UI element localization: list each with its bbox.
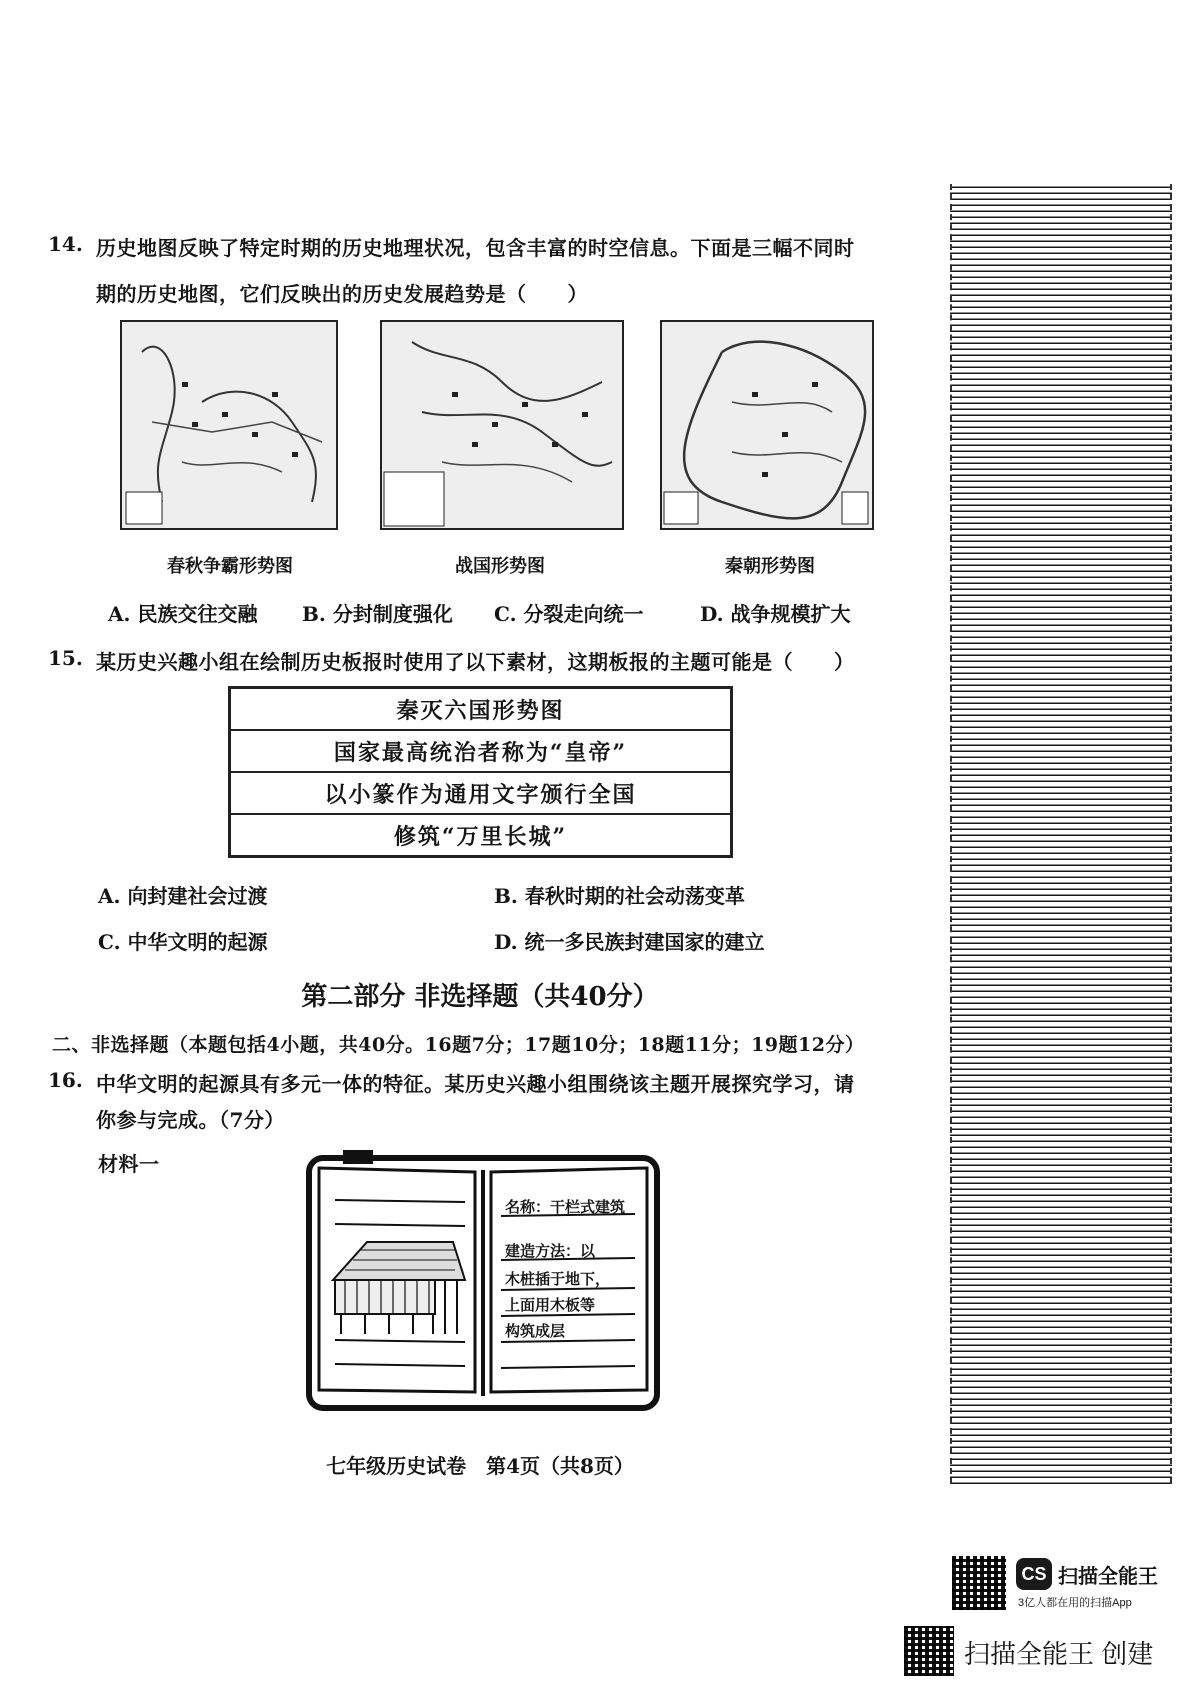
map-caption-2: 战国形势图 <box>455 556 545 577</box>
q15-number: 15. <box>48 646 83 670</box>
book-name-text: 名称：干栏式建筑 <box>505 1199 626 1216</box>
watermark-created: 扫描全能王 创建 <box>964 1639 1154 1669</box>
map-caption-1: 春秋争霸形势图 <box>167 556 293 577</box>
q14-option-a[interactable]: A. 民族交往交融 <box>108 602 258 626</box>
spring-autumn-map <box>120 320 338 530</box>
q14-option-b[interactable]: B. 分封制度强化 <box>302 602 453 626</box>
q15-option-d[interactable]: D. 统一多民族封建国家的建立 <box>494 930 765 954</box>
q14-option-d[interactable]: D. 战争规模扩大 <box>700 602 851 626</box>
qr-code-icon-small <box>904 1626 954 1676</box>
page-footer: 七年级历史试卷 第4页（共8页） <box>326 1454 634 1478</box>
q14-text-line2: 期的历史地图，它们反映出的历史发展趋势是（ ） <box>96 282 588 306</box>
poster-row: 国家最高统治者称为“皇帝” <box>230 730 732 772</box>
scan-edge-pattern <box>950 184 1172 1484</box>
q16-text-line2: 你参与完成。（7分） <box>96 1108 285 1132</box>
q14-text-line1: 历史地图反映了特定时期的历史地理状况，包含丰富的时空信息。下面是三幅不同时 <box>96 236 855 260</box>
q16-text-line1: 中华文明的起源具有多元一体的特征。某历史兴趣小组围绕该主题开展探究学习，请 <box>96 1072 855 1096</box>
map-caption-3: 秦朝形势图 <box>725 556 815 577</box>
open-book-illustration <box>305 1150 661 1412</box>
q14-option-c[interactable]: C. 分裂走向统一 <box>494 602 644 626</box>
q15-option-b[interactable]: B. 春秋时期的社会动荡变革 <box>494 884 745 908</box>
material-one-label: 材料一 <box>98 1152 160 1176</box>
q16-number: 16. <box>48 1068 83 1092</box>
q15-text: 某历史兴趣小组在绘制历史板报时使用了以下素材，这期板报的主题可能是（ ） <box>96 650 855 674</box>
book-method-line: 上面用木板等 <box>505 1297 596 1314</box>
watermark-tagline: 3亿人都在用的扫描App <box>1018 1597 1132 1609</box>
watermark-brand: 扫描全能王 <box>1058 1566 1158 1588</box>
poster-row: 秦灭六国形势图 <box>230 688 732 731</box>
poster-materials-table <box>228 686 733 858</box>
book-method-line: 构筑成层 <box>505 1323 566 1340</box>
qin-dynasty-map <box>660 320 874 530</box>
cs-logo-icon: CS <box>1016 1558 1052 1590</box>
qr-code-icon <box>952 1556 1006 1610</box>
q15-option-c[interactable]: C. 中华文明的起源 <box>98 930 268 954</box>
part2-heading: 二、非选择题（本题包括4小题，共40分。16题7分；17题10分；18题11分；19题12分） <box>52 1034 865 1056</box>
poster-row: 修筑“万里长城” <box>230 814 732 857</box>
warring-states-map <box>380 320 624 530</box>
q14-number: 14. <box>48 232 83 256</box>
poster-row: 以小篆作为通用文字颁行全国 <box>230 772 732 814</box>
q15-option-a[interactable]: A. 向封建社会过渡 <box>98 884 268 908</box>
book-method-line: 木桩插于地下， <box>505 1271 611 1288</box>
part2-title: 第二部分 非选择题（共40分） <box>301 982 659 1012</box>
book-method-line: 建造方法：以 <box>505 1243 596 1260</box>
